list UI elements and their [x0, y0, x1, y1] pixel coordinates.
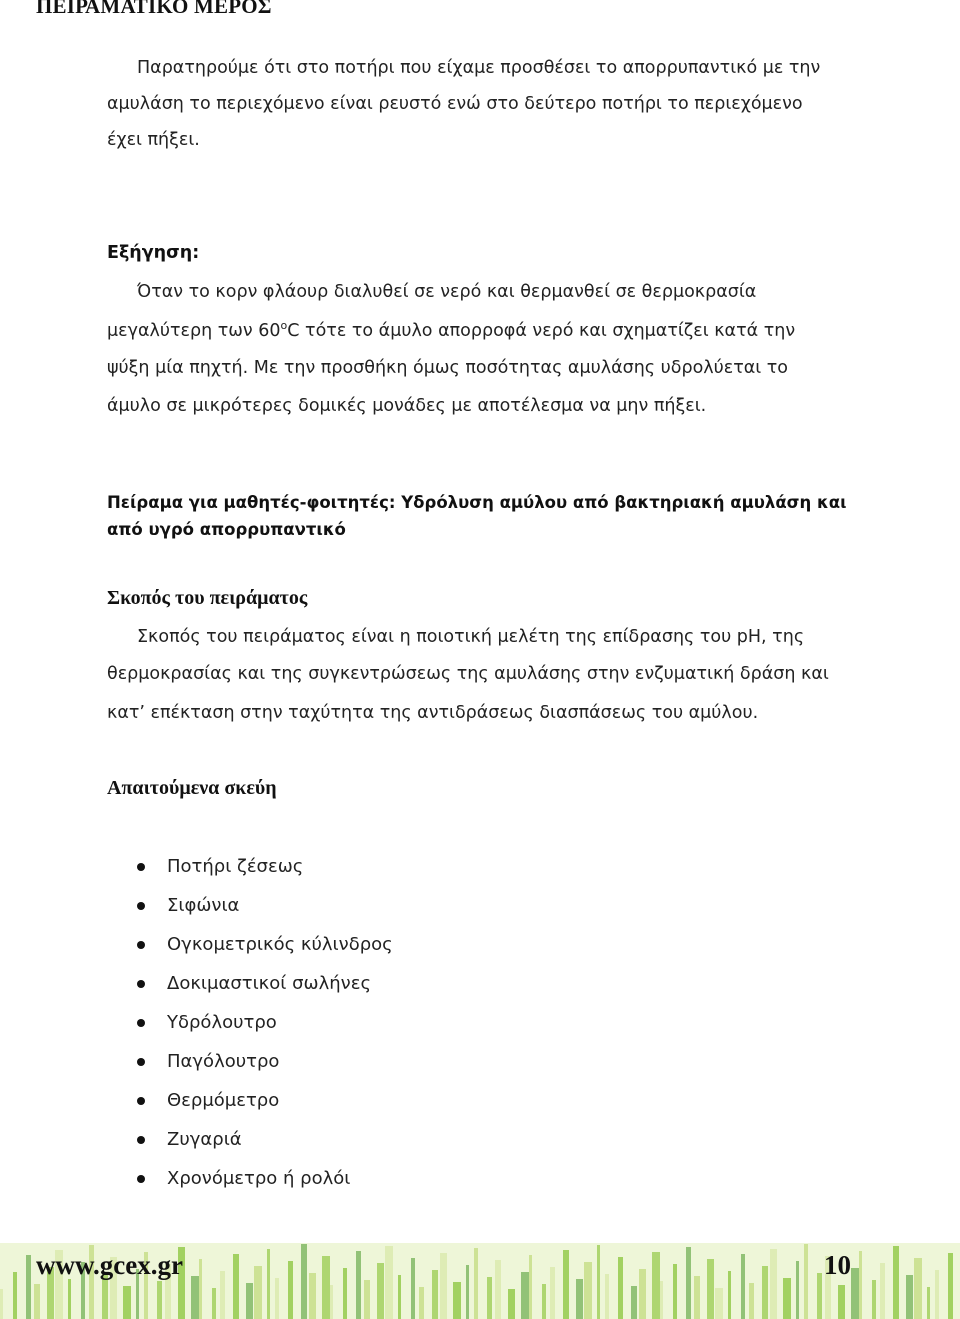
list-item-label: Υδρόλουτρο — [167, 1012, 277, 1033]
footer-stripe — [686, 1247, 691, 1319]
footer-stripe — [618, 1257, 623, 1319]
footer-stripe — [728, 1271, 731, 1319]
purpose-line-1: Σκοπός του πειράματος είναι η ποιοτική μελέτη της επίδρασης του pH, της — [137, 627, 805, 647]
explanation-line-1: Όταν το κορν φλάουρ διαλυθεί σε νερό και θερμανθεί σε θερμοκρασία — [137, 282, 757, 302]
bullet-icon — [137, 863, 145, 871]
footer-stripe — [419, 1287, 424, 1319]
list-item — [0, 964, 960, 1003]
list-item — [0, 1159, 960, 1198]
footer-stripe — [550, 1267, 555, 1319]
page-heading: ΠΕΙΡΑΜΑΤΙΚΟ ΜΕΡΟΣ — [36, 0, 272, 18]
footer-stripe — [508, 1289, 515, 1319]
footer-stripe — [872, 1280, 876, 1319]
footer-stripe — [330, 1285, 333, 1319]
explanation-line-2-start: μεγαλύτερη των 60 — [107, 321, 281, 341]
list-item-label: Θερμόμετρο — [167, 1090, 280, 1111]
footer-stripe — [453, 1282, 461, 1319]
footer-stripe — [440, 1253, 447, 1319]
footer-stripe — [377, 1263, 384, 1319]
list-item-label: Χρονόμετρο ή ρολόι — [167, 1168, 351, 1189]
list-item — [0, 847, 960, 886]
observation-line-1: Παρατηρούμε ότι στο ποτήρι που είχαμε προσθέσει το απορρυπαντικό με την — [137, 58, 821, 78]
footer-stripe — [542, 1284, 546, 1319]
footer-stripe — [68, 1279, 71, 1319]
footer-stripe — [343, 1268, 347, 1319]
bullet-icon — [137, 941, 145, 949]
equipment-list — [0, 847, 960, 1198]
explanation-line-2 — [107, 321, 795, 341]
footer-stripe — [267, 1249, 270, 1319]
footer-stripe — [529, 1255, 532, 1319]
footer-stripe — [673, 1264, 677, 1319]
footer-stripe — [851, 1268, 859, 1319]
footer-stripe — [906, 1275, 913, 1319]
footer-stripe — [935, 1270, 939, 1319]
list-item-label: Παγόλουτρο — [167, 1051, 280, 1072]
list-item — [0, 1042, 960, 1081]
footer-stripe — [838, 1285, 845, 1319]
footer-stripe — [694, 1276, 700, 1319]
footer-stripe — [233, 1254, 239, 1319]
footer-stripe — [521, 1272, 529, 1319]
footer-stripe — [157, 1281, 162, 1319]
footer-stripe — [288, 1261, 293, 1319]
footer-stripe — [652, 1252, 660, 1319]
list-item-label: Ποτήρι ζέσεως — [167, 856, 304, 877]
footer-stripe — [563, 1250, 569, 1319]
footer-stripe — [432, 1270, 438, 1319]
footer-stripe — [495, 1260, 501, 1319]
footer-stripe — [301, 1244, 307, 1319]
footer-stripe — [914, 1258, 922, 1319]
list-item — [0, 1120, 960, 1159]
footer-stripe — [584, 1262, 592, 1319]
list-item-label: Δοκιμαστικοί σωλήνες — [167, 973, 372, 994]
footer-stripe — [364, 1280, 370, 1319]
bullet-icon — [137, 1136, 145, 1144]
list-item — [0, 925, 960, 964]
page-number: 10 — [824, 1250, 851, 1280]
footer-stripe — [576, 1279, 583, 1319]
footer-stripe — [804, 1244, 808, 1319]
footer-stripe — [631, 1286, 637, 1319]
footer-stripe — [199, 1259, 202, 1319]
bullet-icon — [137, 902, 145, 910]
footer-stripe — [123, 1286, 131, 1319]
experiment-title-line-2: από υγρό απορρυπαντικό — [107, 520, 346, 539]
bullet-icon — [137, 1019, 145, 1027]
footer-stripe — [817, 1273, 822, 1319]
footer-stripe — [796, 1261, 799, 1319]
footer-stripe — [597, 1245, 600, 1319]
footer-stripe — [741, 1254, 745, 1319]
footer-stripe — [356, 1251, 361, 1319]
footer-stripe — [385, 1246, 393, 1319]
footer-stripe — [26, 1255, 31, 1319]
equipment-heading: Απαιτούμενα σκεύη — [107, 777, 277, 799]
experiment-title-line-1: Πείραμα για μαθητές-φοιτητές: Υδρόλυση αμύλου από βακτηριακή αμυλάση και — [107, 493, 847, 512]
footer-stripe — [605, 1274, 609, 1319]
footer-stripe — [398, 1275, 401, 1319]
website-url[interactable]: www.gcex.gr — [36, 1250, 183, 1280]
footer-stripe — [322, 1256, 330, 1319]
footer-stripe — [309, 1273, 316, 1319]
footer-stripe — [275, 1278, 279, 1319]
footer-stripe — [191, 1276, 199, 1319]
footer-stripe — [411, 1258, 415, 1319]
explanation-line-3: ψύξη μία πηχτή. Με την προσθήκη όμως ποσότητας αμυλάσης υδρολύεται το — [107, 358, 789, 378]
degree-superscript: ο — [280, 319, 288, 332]
footer-stripe — [212, 1288, 216, 1319]
footer-stripe — [13, 1272, 17, 1319]
footer-stripe — [715, 1288, 723, 1319]
footer-stripe — [880, 1263, 885, 1319]
observation-line-3: έχει πήξει. — [107, 130, 200, 150]
list-item — [0, 1081, 960, 1120]
list-item-label: Ογκομετρικός κύλινδρος — [167, 934, 393, 955]
footer-stripe — [34, 1284, 40, 1319]
list-item-label: Ζυγαριά — [167, 1129, 242, 1150]
footer-stripe — [487, 1277, 492, 1319]
footer-stripe — [770, 1249, 777, 1319]
footer-stripe — [220, 1271, 225, 1319]
footer-stripe — [749, 1283, 754, 1319]
footer-stripe — [246, 1283, 253, 1319]
purpose-line-2: θερμοκρασίας και της συγκεντρώσεως της αμυλάσης στην ενζυματική δράση και — [107, 664, 829, 684]
bullet-icon — [137, 1097, 145, 1105]
footer-stripe — [762, 1266, 768, 1319]
footer-stripe — [0, 1289, 3, 1319]
list-item — [0, 886, 960, 925]
explanation-line-4: άμυλο σε μικρότερες δομικές μονάδες με αποτέλεσμα να μην πήξει. — [107, 396, 707, 416]
footer-stripe — [893, 1246, 899, 1319]
list-item — [0, 1003, 960, 1042]
footer-stripe — [466, 1265, 469, 1319]
footer-stripe — [254, 1266, 262, 1319]
purpose-heading: Σκοπός του πειράματος — [107, 587, 308, 609]
bullet-icon — [137, 1175, 145, 1183]
footer-stripe — [927, 1287, 930, 1319]
observation-line-2: αμυλάση το περιεχόμενο είναι ρευστό ενώ στο δεύτερο ποτήρι το περιεχόμενο — [107, 94, 803, 114]
footer-stripe — [639, 1269, 646, 1319]
footer-stripe — [859, 1251, 862, 1319]
purpose-line-3: κατ’ επέκταση στην ταχύτητα της αντιδράσεως διασπάσεως του αμύλου. — [107, 703, 759, 723]
footer-stripe — [660, 1281, 663, 1319]
list-item-label: Σιφώνια — [167, 895, 240, 916]
bullet-icon — [137, 980, 145, 988]
bullet-icon — [137, 1058, 145, 1066]
footer-stripe — [474, 1248, 478, 1319]
footer-stripe — [783, 1278, 791, 1319]
explanation-line-2-end: C τότε το άμυλο απορροφά νερό και σχηματίζει κατά την — [287, 321, 796, 341]
footer-stripe — [707, 1259, 714, 1319]
footer-stripe — [948, 1253, 953, 1319]
explanation-label: Εξήγηση: — [107, 243, 200, 263]
